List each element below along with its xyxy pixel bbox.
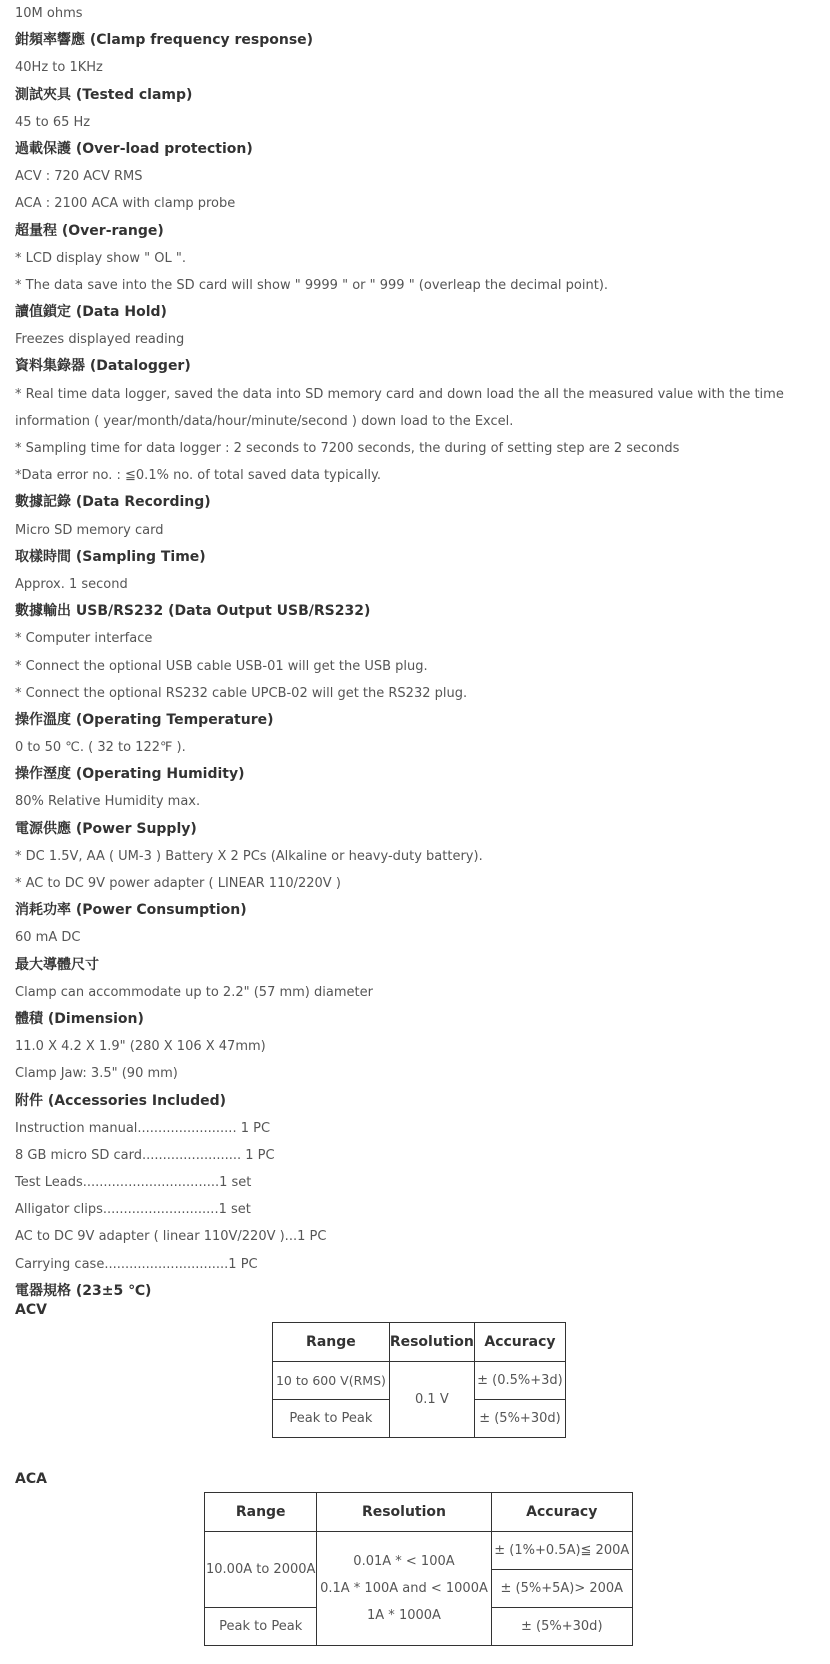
acv-accuracy-2: ± (5%+30d) bbox=[474, 1400, 565, 1438]
spec-heading: 操作溫度 (Operating Temperature) bbox=[15, 711, 274, 728]
aca-resolution-1: 0.01A * < 100A bbox=[353, 1554, 455, 1569]
spec-line: Approx. 1 second bbox=[15, 576, 128, 592]
spec-line: information ( year/month/data/hour/minute/second ) down load to the Excel. bbox=[15, 413, 514, 429]
spec-line: Micro SD memory card bbox=[15, 522, 164, 538]
spec-heading: 過載保護 (Over-load protection) bbox=[15, 140, 253, 157]
aca-spec-table bbox=[204, 1492, 633, 1646]
spec-heading: 讀值鎖定 (Data Hold) bbox=[15, 304, 167, 321]
aca-resolution-2: 0.1A * 100A and < 1000A bbox=[320, 1581, 488, 1596]
acv-section-title: ACV bbox=[15, 1302, 47, 1318]
spec-heading: 數據輸出 USB/RS232 (Data Output USB/RS232) bbox=[15, 603, 371, 620]
aca-resolution-3: 1A * 1000A bbox=[367, 1608, 441, 1623]
spec-line: Clamp can accommodate up to 2.2" (57 mm) diameter bbox=[15, 984, 373, 1000]
spec-line: 45 to 65 Hz bbox=[15, 114, 91, 130]
spec-heading: 超量程 (Over-range) bbox=[15, 222, 164, 239]
spec-line: Freezes displayed reading bbox=[15, 332, 185, 348]
aca-header-accuracy: Accuracy bbox=[491, 1493, 632, 1532]
acv-range-1: 10 to 600 V(RMS) bbox=[273, 1362, 390, 1400]
spec-heading: 數據記錄 (Data Recording) bbox=[15, 494, 211, 511]
spec-line: * AC to DC 9V power adapter ( LINEAR 110/220V ) bbox=[15, 876, 341, 891]
spec-line: * Real time data logger, saved the data into SD memory card and down load the all the measured value with the time bbox=[15, 386, 784, 402]
spec-line: Carrying case..............................1 PC bbox=[15, 1256, 258, 1272]
aca-range-1: 10.00A to 2000A bbox=[205, 1532, 317, 1608]
aca-resolution-cell bbox=[317, 1532, 491, 1646]
aca-accuracy-1: ± (1%+0.5A)≦ 200A bbox=[491, 1532, 632, 1570]
spec-line: 8 GB micro SD card........................ 1 PC bbox=[15, 1147, 275, 1163]
spec-heading: 電源供應 (Power Supply) bbox=[15, 820, 197, 837]
aca-accuracy-3: ± (5%+30d) bbox=[491, 1608, 632, 1646]
spec-line: 80% Relative Humidity max. bbox=[15, 794, 201, 810]
spec-line: * The data save into the SD card will show " 9999 " or " 999 " (overleap the decimal point). bbox=[15, 277, 609, 293]
spec-heading: 鉗頻率響應 (Clamp frequency response) bbox=[15, 32, 314, 49]
aca-range-2: Peak to Peak bbox=[205, 1608, 317, 1646]
spec-document bbox=[15, 0, 820, 1305]
spec-line: ACV : 720 ACV RMS bbox=[15, 169, 143, 185]
spec-line: *Data error no. : ≦0.1% no. of total saved data typically. bbox=[15, 468, 382, 484]
acv-header-resolution: Resolution bbox=[389, 1323, 474, 1362]
spec-heading: 最大導體尺寸 bbox=[15, 956, 99, 973]
spec-line: * LCD display show " OL ". bbox=[15, 250, 186, 266]
acv-range-2: Peak to Peak bbox=[273, 1400, 390, 1438]
aca-header-range: Range bbox=[205, 1493, 317, 1532]
aca-header-resolution: Resolution bbox=[317, 1493, 491, 1532]
spec-line: ACA : 2100 ACA with clamp probe bbox=[15, 196, 236, 212]
spec-line: Alligator clips............................1 set bbox=[15, 1202, 251, 1218]
spec-line: AC to DC 9V adapter ( linear 110V/220V )...1 PC bbox=[15, 1229, 327, 1245]
spec-line: * Connect the optional USB cable USB-01 will get the USB plug. bbox=[15, 658, 428, 674]
spec-line: 0 to 50 ℃. ( 32 to 122℉ ). bbox=[15, 740, 186, 756]
spec-heading: 取樣時間 (Sampling Time) bbox=[15, 548, 206, 565]
acv-spec-table bbox=[272, 1322, 566, 1438]
spec-line: * Computer interface bbox=[15, 631, 153, 647]
spec-line: 60 mA DC bbox=[15, 930, 81, 946]
spec-line: Instruction manual........................ 1 PC bbox=[15, 1120, 271, 1136]
acv-accuracy-1: ± (0.5%+3d) bbox=[474, 1362, 565, 1400]
spec-heading: 操作溼度 (Operating Humidity) bbox=[15, 766, 245, 783]
aca-accuracy-2: ± (5%+5A)> 200A bbox=[491, 1570, 632, 1608]
spec-line: * Connect the optional RS232 cable UPCB-02 will get the RS232 plug. bbox=[15, 685, 468, 701]
spec-line: Clamp Jaw: 3.5" (90 mm) bbox=[15, 1066, 178, 1082]
spec-heading: 體積 (Dimension) bbox=[15, 1010, 144, 1027]
acv-header-range: Range bbox=[273, 1323, 390, 1362]
aca-section-title: ACA bbox=[15, 1471, 47, 1487]
spec-line: * Sampling time for data logger : 2 seconds to 7200 seconds, the during of setting step are 2 seconds bbox=[15, 441, 680, 456]
spec-heading: 消耗功率 (Power Consumption) bbox=[15, 902, 247, 919]
acv-header-accuracy: Accuracy bbox=[474, 1323, 565, 1362]
spec-heading: 測試夾具 (Tested clamp) bbox=[15, 86, 193, 103]
spec-line: * DC 1.5V, AA ( UM-3 ) Battery X 2 PCs (Alkaline or heavy-duty battery). bbox=[15, 848, 483, 864]
spec-line: 10M ohms bbox=[15, 6, 83, 21]
spec-line: 11.0 X 4.2 X 1.9" (280 X 106 X 47mm) bbox=[15, 1039, 266, 1055]
spec-line: 40Hz to 1KHz bbox=[15, 60, 103, 76]
spec-heading: 資料集錄器 (Datalogger) bbox=[15, 358, 191, 375]
spec-heading: 附件 (Accessories Included) bbox=[15, 1092, 227, 1109]
spec-heading: 電器規格 (23±5 ℃) bbox=[15, 1282, 152, 1299]
acv-resolution: 0.1 V bbox=[389, 1362, 474, 1438]
spec-line: Test Leads.................................1 set bbox=[15, 1175, 252, 1191]
